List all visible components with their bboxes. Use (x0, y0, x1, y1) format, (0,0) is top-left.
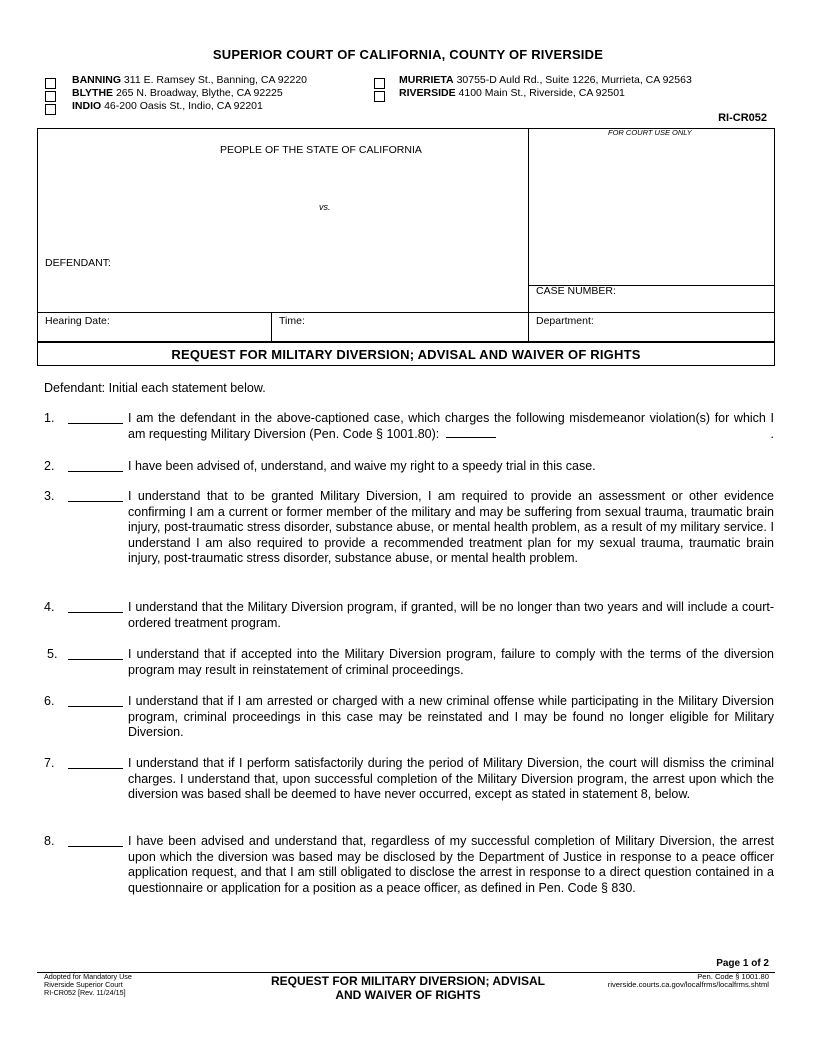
checkbox-riverside[interactable] (374, 91, 385, 102)
statement-2: 2. I have been advised of, understand, and waive my right to a speedy trial in this case. (44, 459, 596, 473)
hearing-date-label: Hearing Date: (45, 315, 110, 327)
checkbox-indio[interactable] (45, 104, 56, 115)
court-title: SUPERIOR COURT OF CALIFORNIA, COUNTY OF RIVERSIDE (212, 47, 604, 62)
statement-6: 6. I understand that if I am arrested or charged with a new criminal offense while participating in the Military Diversion program, criminal proceedings in this case may be reinstated and I may be found no longer eligible for Military Diversion. (44, 694, 774, 740)
page-number: Page 1 of 2 (716, 958, 769, 969)
location-riverside: RIVERSIDE 4100 Main St., Riverside, CA 92501 (399, 87, 625, 99)
for-court-use-label: FOR COURT USE ONLY (608, 128, 692, 137)
footer-title: REQUEST FOR MILITARY DIVERSION; ADVISAL AND WAIVER OF RIGHTS (270, 974, 545, 1002)
location-banning: BANNING 311 E. Ramsey St., Banning, CA 92220 (72, 74, 308, 86)
location-list-right (399, 74, 692, 100)
statement-5: 5. I understand that if accepted into the Military Diversion program, failure to comply with the terms of the diversion program may result in reinstatement of criminal proceedings. (47, 647, 774, 677)
checkbox-murrieta[interactable] (374, 78, 385, 89)
location-murrieta: MURRIETA 30755-D Auld Rd., Suite 1226, Murrieta, CA 92563 (399, 74, 692, 86)
statement-1: 1. I am the defendant in the above-captioned case, which charges the following misdemeanor violation(s) for which I am requesting Military Diversion (Pen. Code § 1001.80): . (44, 411, 774, 441)
statement-8: 8. I have been advised and understand that, regardless of my successful completion of Military Diversion, the arrest upon which the diversion was based may be disclosed by the Department of Justice in response to a peace officer application request, and that I am still obligated to disclose the arrest in response to a direct question contained in a questionnaire or application for a position as a peace officer, as defined in Pen. Code § 830. (44, 834, 774, 895)
location-blythe: BLYTHE 265 N. Broadway, Blythe, CA 92225 (72, 87, 283, 99)
footer-url[interactable]: riverside.courts.ca.gov/localfrms/localfrms.shtml (607, 980, 769, 990)
caption-box (37, 128, 775, 313)
defendant-label: DEFENDANT: (45, 257, 111, 269)
document-title: REQUEST FOR MILITARY DIVERSION; ADVISAL AND WAIVER OF RIGHTS (37, 342, 775, 366)
location-indio: INDIO 46-200 Oasis St., Indio, CA 92201 (72, 100, 263, 112)
statement-7: 7. I understand that if I perform satisfactorily during the period of Military Diversion, the court will dismiss the criminal charges. I understand that, upon successful completion of the Military Diversion program, the arrest upon which the diversion was based shall be deemed to have never occurred, except as stated in statement 8, below. (44, 756, 774, 802)
footer-left: Adopted for Mandatory Use Riverside Superior Court RI-CR052 [Rev. 11/24/15] (44, 972, 132, 997)
statement-4: 4. I understand that the Military Diversion program, if granted, will be no longer than two years and will include a court-ordered treatment program. (44, 600, 774, 630)
instructions: Defendant: Initial each statement below. (44, 381, 266, 395)
vs-label: vs. (319, 202, 331, 212)
footer-right: Pen. Code § 1001.80 riverside.courts.ca.gov/localfrms/localfrms.shtml (607, 972, 769, 990)
location-list-left (72, 74, 307, 113)
case-number-field[interactable] (623, 285, 773, 301)
checkbox-blythe[interactable] (45, 91, 56, 102)
form-number: RI-CR052 (718, 112, 767, 124)
defendant-field[interactable] (93, 254, 513, 272)
department-label: Department: (536, 315, 594, 327)
plaintiff-label: PEOPLE OF THE STATE OF CALIFORNIA (220, 144, 422, 156)
checkbox-banning[interactable] (45, 78, 56, 89)
hearing-row (37, 312, 775, 342)
violation-field[interactable] (446, 427, 496, 438)
statement-3: 3. I understand that to be granted Military Diversion, I am required to provide an assessment or other evidence confirming I am a current or former member of the military and may be suffering from sexual trauma, traumatic brain injury, post-traumatic stress disorder, substance abuse, or mental health problem, as a result of my military service. I understand I am also required to provide a recommended treatment plan for my sexual trauma, traumatic brain injury, post-traumatic stress disorder, substance abuse, or mental health problem. (44, 489, 774, 566)
hearing-time-label: Time: (279, 315, 305, 327)
case-number-label: CASE NUMBER: (536, 285, 616, 297)
